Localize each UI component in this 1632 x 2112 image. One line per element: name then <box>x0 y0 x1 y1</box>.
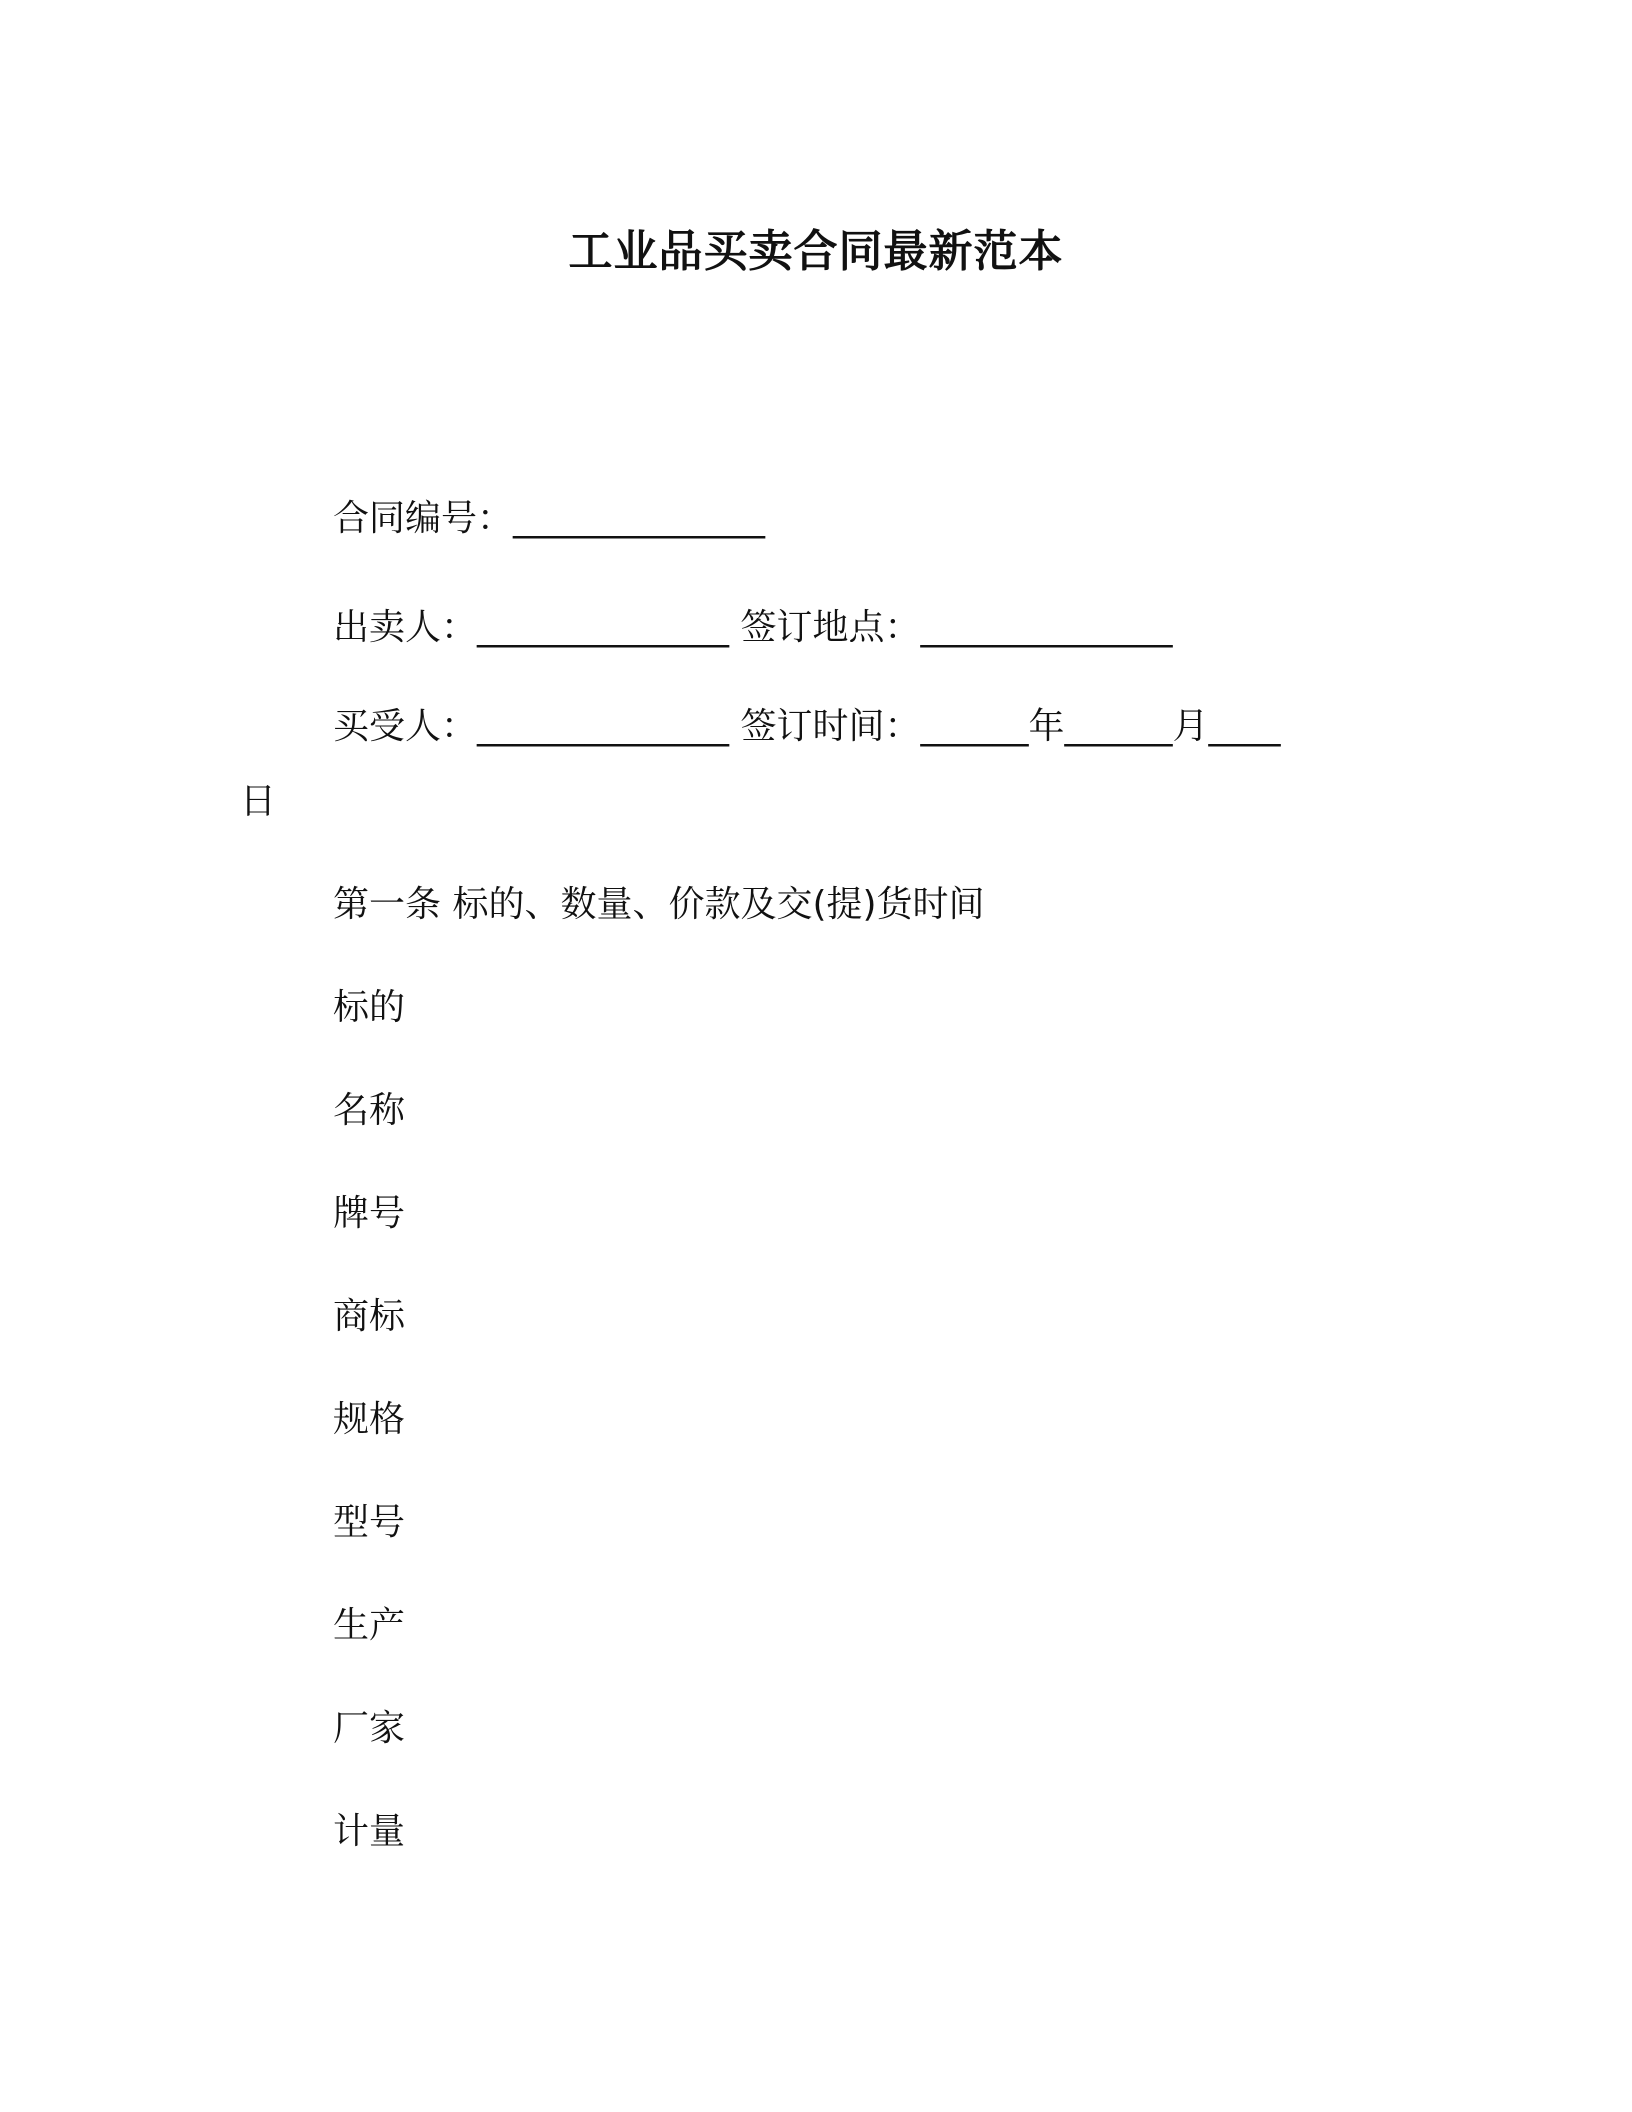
list-item: 名称 <box>333 1090 406 1131</box>
list-item: 标的 <box>333 987 406 1028</box>
day-line: 日 <box>240 781 277 822</box>
list-item: 商标 <box>333 1296 406 1337</box>
list-item: 计量 <box>333 1811 406 1852</box>
list-item: 型号 <box>333 1502 406 1543</box>
list-item: 规格 <box>333 1399 406 1440</box>
list-item: 牌号 <box>333 1193 406 1234</box>
document-title: 工业品买卖合同最新范本 <box>568 226 1064 277</box>
article-1-heading: 第一条 标的、数量、价款及交(提)货时间 <box>333 884 985 925</box>
buyer-line: 买受人：______________ 签订时间：______年______月____ <box>333 706 1281 747</box>
contract-number-line: 合同编号：______________ <box>333 498 766 539</box>
list-item: 生产 <box>333 1605 406 1646</box>
seller-line: 出卖人：______________ 签订地点：______________ <box>333 607 1173 648</box>
list-item: 厂家 <box>333 1708 406 1749</box>
